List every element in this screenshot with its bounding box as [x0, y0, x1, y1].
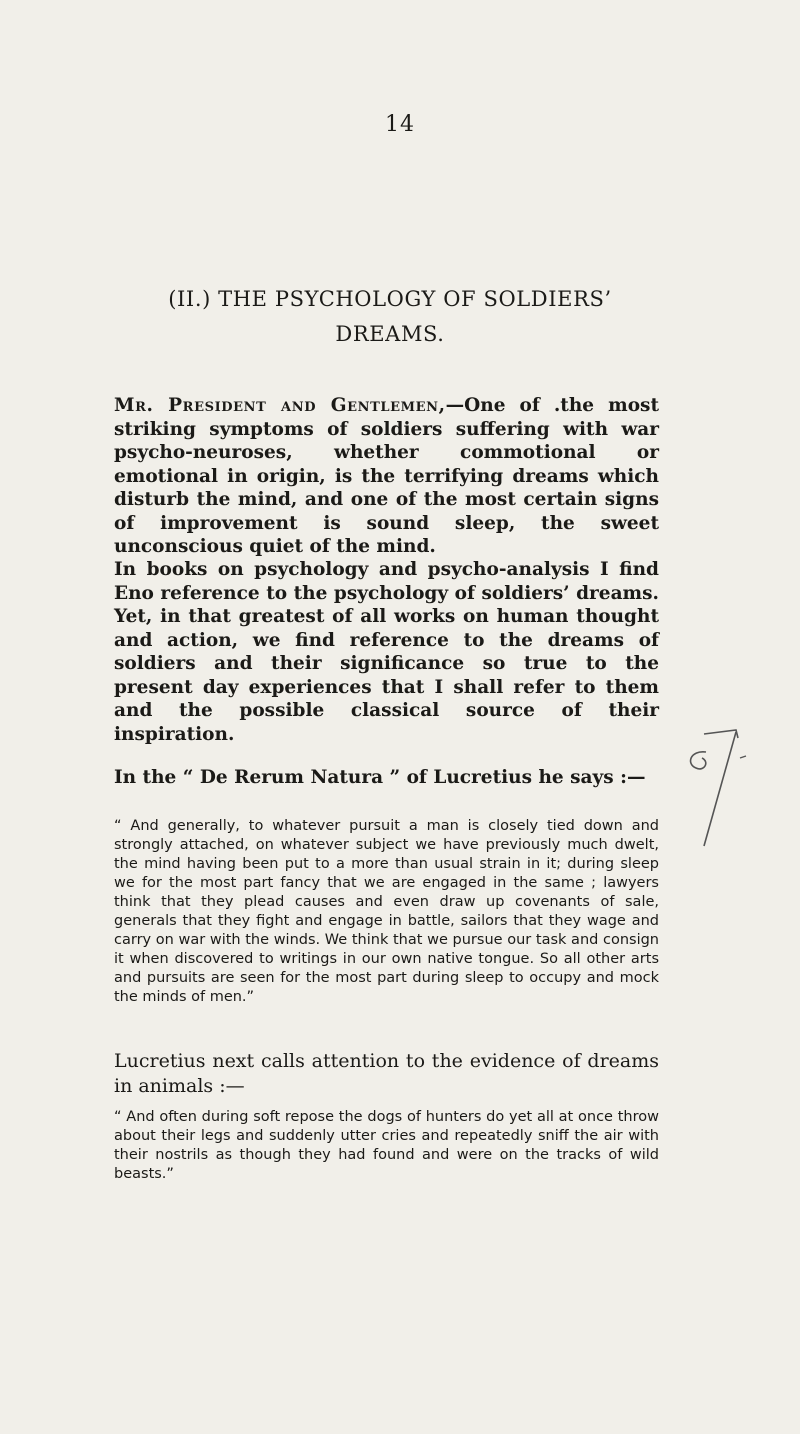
page-number: 14: [385, 112, 415, 137]
salutation: Mr. President and Gentlemen,: [114, 395, 446, 416]
paragraph-1: [114, 394, 659, 559]
block-quote-1: “ And generally, to whatever pursuit a man is closely tied down and strongly attached, on whatever subject we have previously much dwelt, the mind having been put to a more than usual strain in it; during sleep we for the most part fancy that we are engaged in the same ; lawyers think that they plead causes and even draw up covenants of sale, generals that they fight and engage in battle, sailors that they wage and carry on war with the winds. We think that we pursue our task and consign it when discovered to writings in our own native tongue. So all other arts and pursuits are seen for the most part during sleep to occupy and mock the minds of men.”: [114, 818, 659, 1005]
paragraph-3-text: In the “ De Rerum Natura ” of Lucretius he says :—: [114, 767, 646, 788]
paragraph-4: [114, 1049, 659, 1099]
heading-line-1: (II.) THE PSYCHOLOGY OF SOLDIERS’: [168, 287, 612, 311]
paragraph-2-text: In books on psychology and psycho-analysis I find Eno reference to the psychology of soldiers’ dreams. Yet, in that greatest of all works on human thought and action, we find reference to the dreams of soldiers and their significance so true to the present day experiences that I shall refer to them and the possible classical source of their inspiration.: [114, 559, 659, 745]
chapter-heading: [100, 282, 680, 352]
heading-line-2: DREAMS.: [335, 322, 445, 346]
paragraph-1-text: —One of .the most striking symptoms of soldiers suffering with war psycho-neuroses, whether commotional or emotional in origin, is the terrifying dreams which disturb the mind, and one of the most certain signs of improvement is sound sleep, the sweet unconscious quiet of the mind.: [114, 395, 659, 557]
paragraph-4-text: Lucretius next calls attention to the evidence of dreams in animals :—: [114, 1050, 659, 1097]
paragraph-2: [114, 558, 659, 746]
block-quote-2: “ And often during soft repose the dogs of hunters do yet all at once throw about their legs and suddenly utter cries and repeatedly sniff the air with their nostrils as though they had found and were on the tracks of wild beasts.”: [114, 1109, 659, 1182]
handwritten-pencil-mark-icon: [676, 728, 766, 848]
paragraph-3: [114, 766, 659, 790]
